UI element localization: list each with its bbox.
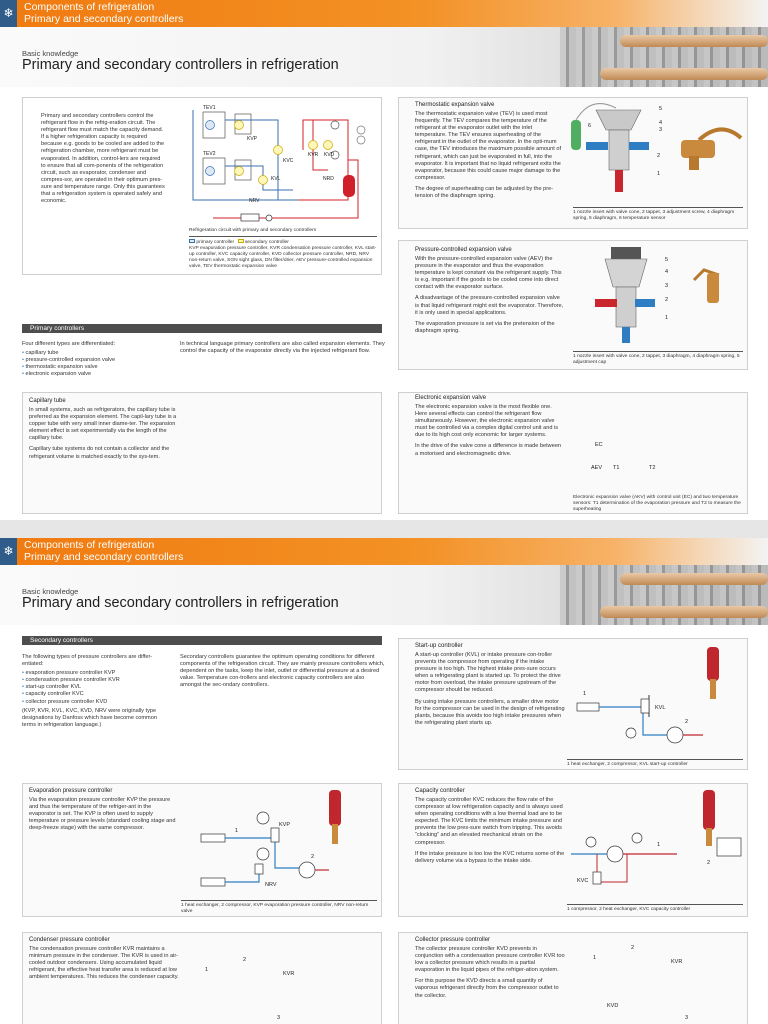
- tev-num-5: 5: [659, 106, 663, 112]
- list-item: • condensation pressure controller KVR: [22, 677, 172, 684]
- snowflake-icon: ❄: [0, 538, 17, 565]
- page-separator: [0, 520, 768, 538]
- secondary-controllers-bar: Secondary controllers: [22, 636, 382, 645]
- aev-num-5: 5: [665, 257, 669, 263]
- label-kvr: KVR: [308, 152, 319, 158]
- aev-p1: With the pressure-controlled expansion valve (AEV) the pressure in the evaporator and thus the evaporation temperature is kept constant via the refrigerant supply. This is e.g. important if the goods to be cooled come into direct contact with the evaporator surface.: [415, 256, 562, 291]
- capacity-num-2: 2: [707, 860, 711, 866]
- condenser-num-3: 3: [277, 1015, 281, 1021]
- startup-box: [398, 638, 748, 770]
- label-kvc: KVC: [283, 158, 294, 164]
- startup-label-kvl: KVL: [655, 705, 666, 711]
- legend-secondary-swatch: [238, 239, 244, 243]
- condenser-p1: The condensation pressure controller KVR maintains a minimum pressure in the condenser. The KVR is used in air-cooled outdoor condensers. Using accumulated liquid refrigerant, the effective heat transfer area is reduced at low ambient temperatures. This reduces the condenser capacity.: [29, 946, 179, 981]
- copper-pipe-image: [600, 68, 768, 80]
- aev-p3: The evaporation pressure is set via the pretension of the diaphragm spring.: [415, 320, 555, 334]
- evap-diagram: [179, 788, 379, 896]
- tev-num-3: 3: [659, 127, 663, 133]
- collector-label-kvr: KVR: [671, 959, 683, 965]
- label-tev1: TEV1: [203, 105, 216, 111]
- legend-secondary: secondary controller: [244, 240, 289, 245]
- capacity-p1: The capacity controller KVC reduces the flow rate of the compressor at low refrigeration capacity and is always used when operating conditions with a low thermal load are to be expected. The KVC limits the minimum intake pressure and prevents the low pres-sure switch from tripping. This avoids “clocking” and an elevated mechanical strain on the compressor.: [415, 797, 563, 846]
- capacity-p2: If the intake pressure is too low the KVC returns some of the delivery volume via a bypass to the intake side.: [415, 850, 565, 864]
- capacity-num-1: 1: [657, 842, 661, 848]
- startup-num-2: 2: [685, 719, 689, 725]
- eev-caption: Electronic expansion valve (AKV) with control unit (EC) and two temperature sensors: T1 determination of the evaporation pressure and T2 to measure the superheating: [573, 495, 741, 512]
- collector-box: [398, 932, 748, 1024]
- header-bar: [0, 538, 768, 565]
- header-subtitle: Primary and secondary controllers: [24, 13, 184, 25]
- evap-p1: Via the evaporation pressure controller KVP the pressure and thus the temperature of the refriger-ant in the evaporator is set. The KVP is often used to supply temperature or pressure levels (standard cooling stage and deep-freeze stage) with the same compressor.: [29, 797, 176, 832]
- evap-num-2: 2: [311, 854, 315, 860]
- refrigeration-circuit-diagram: [183, 100, 378, 226]
- condenser-title: Condenser pressure controller: [29, 937, 110, 943]
- circuit-caption: KVP evaporation pressure controller, KVR condensation pressure controller, KVL start-up controller, KVC capacity controller, KVD collector pressure controller, NRD, NRV non-return valve, SGN sight glass, DN filter/drier, AEV pressure-controlled expansion valve, TEV thermostatic expansion valve: [189, 246, 377, 269]
- tev-p1: The thermostatic expansion valve (TEV) is used most frequently. The TEV compares the temperature of the refrigerant at the evaporator outlet with the inlet temperature. The TEV ensures superheating of the refrigerant in the outlet of the evaporator. In the opti-mum case, the TEV introduces the maximum possible amount of refrigerant, which can just be evaporated in full, into the evaporator. It is important that no liquid refrigerant exits the evaporator, because this could cause major damage to the compressor.: [415, 111, 562, 181]
- secondary-list: [22, 670, 172, 705]
- page-title: Primary and secondary controllers in refrigeration: [22, 595, 339, 611]
- capillary-p1: In small systems, such as refrigerators, the capillary tube is preferred as the expansion element. The capil-lary tube is a copper tube with very small inner diame-ter. The expansion element effect is set experimentally via the length of the capillary tube.: [29, 407, 177, 442]
- list-item: • pressure-controlled expansion valve: [22, 357, 172, 364]
- circuit-caption-title: Refrigeration circuit with primary and secondary controllers: [189, 228, 317, 233]
- collector-title: Collector pressure controller: [415, 937, 491, 943]
- intro-text: Primary and secondary controllers control the refrigerant flow in the refrig-eration circuit. The refrigerant flow must match the capacity demand. If a higher refrigeration capacity is required because e.g. goods to be cooled are added to the refrigeration chamber, more refrigerant must be evaporated. In addition, control-lers are required to ensure that all com-ponents of the refrigeration circuit, such as evaporator, condenser and compres-sor, are operated in their optimum pres-sure and temperature range. Only this guarantees that a refrigeration system is operated safely and economic.: [41, 113, 165, 205]
- aev-num-3: 3: [665, 283, 669, 289]
- eev-label-t2: T2: [649, 465, 656, 471]
- label-nrd: NRD: [323, 176, 334, 182]
- eev-label-aev: AEV: [591, 465, 603, 471]
- copper-pipe-image: [620, 35, 768, 47]
- secondary-side-text: Secondary controllers guarantee the optimum operating conditions for different components of the refrigeration circuit. They are mainly pressure controllers which, dependent on the tasks, keep the inlet, outlet or differential pressure at a desired value. Temperature con-trollers and electronic capacity controllers are also amongst the sec-ondary controllers.: [180, 654, 385, 689]
- header-title: Components of refrigeration: [24, 539, 155, 551]
- eev-label-t1: T1: [613, 465, 620, 471]
- secondary-list-block: [22, 654, 172, 729]
- list-item: • start-up controller KVL: [22, 684, 172, 691]
- eev-label-ec: EC: [595, 442, 603, 448]
- list-item: • electronic expansion valve: [22, 371, 172, 378]
- aev-num-1: 1: [665, 315, 669, 321]
- tev-p2: The degree of superheating can be adjusted by the pre-tension of the diaphragm spring.: [415, 185, 554, 200]
- aev-text: [415, 247, 565, 339]
- aev-caption: 1 nozzle insert with valve cone, 2 tappet, 3 diaphragm, 4 diaphragm spring, 5 adjustment cap: [573, 354, 740, 365]
- evap-caption: 1 heat exchanger, 2 compressor, KVP evaporation pressure controller, NRV non-return valve: [181, 903, 369, 914]
- tev-caption: 1 nozzle insert with valve cone, 2 tappet, 3 adjustment screw, 4 diaphragm spring, 5 diaphragm, 6 temperature sensor: [573, 210, 735, 221]
- aev-box: [398, 240, 748, 370]
- collector-num-1: 1: [593, 955, 597, 961]
- tev-num-2: 2: [657, 153, 661, 159]
- evap-box: [22, 783, 382, 917]
- tev-title: Thermostatic expansion valve: [415, 102, 495, 108]
- startup-title: Start-up controller: [415, 643, 463, 649]
- label-tev2: TEV2: [203, 151, 216, 157]
- eev-title: Electronic expansion valve: [415, 395, 487, 401]
- aev-num-2: 2: [665, 297, 669, 303]
- tev-text: [415, 102, 565, 204]
- collector-num-3: 3: [685, 1015, 689, 1021]
- intro-circuit-box: [22, 97, 382, 275]
- capacity-diagram: [567, 788, 745, 900]
- condenser-box: [22, 932, 382, 1024]
- kicker: Basic knowledge: [22, 49, 79, 58]
- snowflake-icon: ❄: [0, 0, 17, 27]
- startup-caption: 1 heat exchanger, 2 compressor, KVL start-up controller: [567, 762, 688, 767]
- header-title: Components of refrigeration: [24, 1, 155, 13]
- evap-title: Evaporation pressure controller: [29, 788, 113, 794]
- tev-num-1: 1: [657, 171, 661, 177]
- list-item: • thermostatic expansion valve: [22, 364, 172, 371]
- collector-p1: The collector pressure controller KVD prevents in conjunction with a condensation pressure controller KVR too low a collector pressure which results in a partial evaporation in the liquid pipes of the refriger-ation system.: [415, 946, 565, 974]
- aev-p2: A disadvantage of the pressure-controlled expansion valve is that liquid refrigerant might exit the evaporator. Therefore, it is only used in special applications.: [415, 295, 564, 316]
- tev-cutaway-image: [571, 100, 747, 200]
- list-item: • collector pressure controller KVD: [22, 699, 172, 706]
- list-item: • capillary tube: [22, 350, 172, 357]
- page-2: [0, 538, 768, 1024]
- aev-num-4: 4: [665, 269, 669, 275]
- condenser-diagram: [183, 943, 373, 1023]
- primary-list-block: [22, 341, 172, 378]
- list-item: • capacity controller KVC: [22, 691, 172, 698]
- copper-pipe-image: [600, 606, 768, 618]
- condenser-label-kvr: KVR: [283, 971, 295, 977]
- header-subtitle: Primary and secondary controllers: [24, 551, 184, 563]
- legend-primary: primary controller: [196, 240, 235, 245]
- list-item: • evaporation pressure controller KVP: [22, 670, 172, 677]
- collector-diagram: [575, 937, 745, 1023]
- page-title: Primary and secondary controllers in refrigeration: [22, 57, 339, 73]
- label-kvd: KVD: [324, 152, 335, 158]
- capillary-title: Capillary tube: [29, 398, 66, 404]
- circuit-legend: [189, 239, 377, 246]
- capacity-box: [398, 783, 748, 917]
- evap-label-kvp: KVP: [279, 822, 291, 828]
- eev-p1: The electronic expansion valve is the most flexible one. Here several effects can control the refrigerant flow simultaneously. However, the electronic expansion valve must be controlled via a complex digital control unit and is due to its high cost only economic for larger systems.: [415, 404, 559, 439]
- collector-num-2: 2: [631, 945, 635, 951]
- collector-p2: For this purpose the KVD directs a small quantity of vaporous refrigerant directly from the compressor outlet to the collector.: [415, 978, 559, 999]
- capillary-box: [22, 392, 382, 514]
- secondary-lead: The following types of pressure controllers are differ-entiated:: [22, 654, 153, 668]
- eev-box: [398, 392, 748, 514]
- collector-label-kvd: KVD: [607, 1003, 619, 1009]
- capillary-p2: Capillary tube systems do not contain a collector and the refrigerant volume is matched exactly to the sys-tem.: [29, 446, 170, 460]
- label-kvp: KVP: [247, 136, 258, 142]
- secondary-note: (KVP, KVR, KVL, KVC, KVD, NRV were originally type designations by Danfoss which have become common terms in refrigeration language.): [22, 707, 157, 728]
- startup-diagram: [575, 643, 745, 755]
- primary-lead: Four different types are differentiated:: [22, 341, 116, 347]
- tev-num-6: 6: [588, 123, 592, 129]
- tev-num-4: 4: [659, 120, 663, 126]
- circuit-caption-block: [189, 228, 377, 270]
- primary-list: [22, 350, 172, 378]
- condenser-num-1: 1: [205, 967, 209, 973]
- kicker: Basic knowledge: [22, 587, 79, 596]
- startup-num-1: 1: [583, 691, 587, 697]
- legend-primary-swatch: [189, 239, 195, 243]
- aev-title: Pressure-controlled expansion valve: [415, 247, 512, 253]
- aev-cutaway-image: [589, 245, 744, 345]
- label-nrv: NRV: [249, 198, 260, 204]
- startup-p2: By using intake pressure controllers, a smaller drive motor for the compressor can be used in the design of refrigerating plants, because this avoids too high intake pressures when the refrigerating plant starts up.: [415, 698, 565, 726]
- label-kvl: KVL: [271, 176, 281, 182]
- header-bar: [0, 0, 768, 27]
- tev-box: [398, 97, 748, 229]
- eev-p2: In the drive of the valve cone a difference is made between a motorised and electromagnetic drive.: [415, 443, 562, 457]
- startup-p1: A start-up controller (KVL) or intake pressure con-troller prevents the compressor from operating if the intake pressure is too high. The highest intake pres-sure occurs when a refrigerating plant is started up. To protect the drive motor from overload, the intake pressure upstream of the compressor should be reduced.: [415, 652, 561, 694]
- capacity-label-kvc: KVC: [577, 878, 589, 884]
- evap-label-nrv: NRV: [265, 882, 277, 888]
- evap-num-1: 1: [235, 828, 239, 834]
- condenser-num-2: 2: [243, 957, 247, 963]
- copper-pipe-image: [620, 573, 768, 585]
- primary-controllers-bar: Primary controllers: [22, 324, 382, 333]
- eev-diagram: [573, 433, 743, 473]
- capacity-caption: 1 compressor, 2 heat exchanger, KVC capacity controller: [567, 907, 691, 912]
- primary-side-text: In technical language primary controllers are also called expansion elements. They control the capacity of the evaporator directly via the injected refrigerant flow.: [180, 341, 385, 355]
- capacity-title: Capacity controller: [415, 788, 465, 794]
